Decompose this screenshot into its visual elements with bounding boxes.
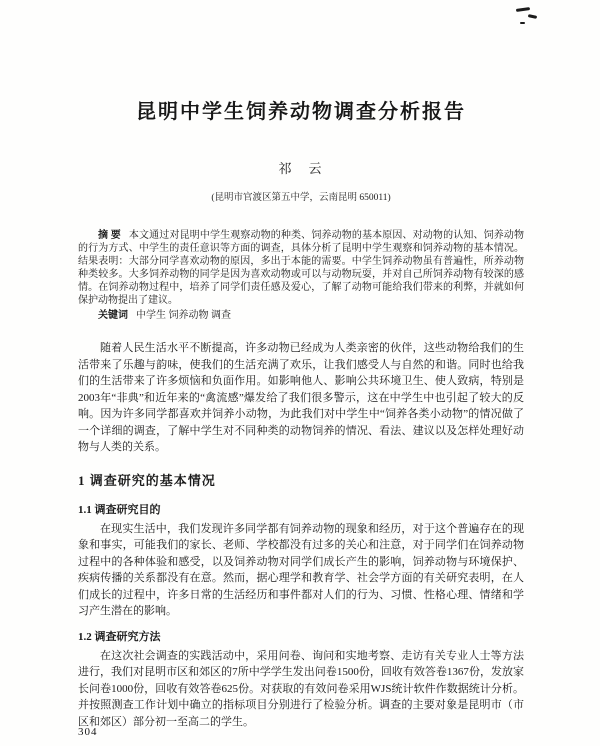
scan-artifact-mark: [520, 22, 525, 24]
abstract-label: 摘 要: [98, 230, 121, 241]
author-name: 祁 云: [278, 161, 324, 176]
keywords-text: 中学生 饲养动物 调查: [136, 310, 231, 321]
scan-artifact-mark: [528, 14, 537, 19]
scan-artifact-mark: [516, 7, 530, 12]
section-1-heading: 1 调查研究的基本情况: [78, 472, 216, 488]
introduction-paragraph: 随着人民生活水平不断提高，许多动物已经成为人类亲密的伙伴，这些动物给我们的生活带来了乐趣与韵味，使我们的生活充满了欢乐，让我们感受人与自然的和谐。同时也给我们的生活带来了许多烦恼和负面作用。如影响他人、影响公共环境卫生、使人致病，特别是2003年“非典”和近年来的“禽流感”爆发给了我们很多警示，这在中学生中也引起了较大的反响。因为许多同学都喜欢并饲养小动物，为此我们对中学生中“饲养各类小动物”的情况做了一个详细的调查，了解中学生对不同种类的动物饲养的情况、看法、建议以及怎样处理好动物与人类的关系。: [78, 342, 524, 453]
page-number: 304: [78, 726, 98, 738]
section-1-1-paragraph: 在现实生活中，我们发现许多同学都有饲养动物的现象和经历，对于这个普遍存在的现象和事实，可能我们的家长、老师、学校都没有过多的关心和注意，对于同学们在饲养动物过程中的各种体验和感受，以及饲养动物对同学们成长产生的影响，饲养动物与环境保护、疾病传播的关系都没有在意。然而，据心理学和教育学、社会学方面的有关研究表明，在人们成长的过程中，许多日常的生活经历和事件都对人们的行为、习惯、性格心理、情绪和学习产生潜在的影响。: [78, 522, 524, 617]
author-affiliation: (昆明市官渡区第五中学，云南昆明 650011): [211, 193, 391, 203]
section-1-1-heading: 1.1 调查研究目的: [78, 503, 161, 516]
abstract-paragraph: [78, 229, 524, 307]
abstract-text: 本文通过对昆明中学生观察动物的种类、饲养动物的基本原因、对动物的认知、饲养动物的行为方式、中学生的责任意识等方面的调查，具体分析了昆明中学生观察和饲养动物的基本情况。结果表明：大部分同学喜欢动物的原因，多出于本能的需要。中学生饲养动物虽有普遍性，所养动物种类较多。大多饲养动物的同学是因为喜欢动物或可以与动物玩耍，并对自己所饲养动物有较深的感情。在饲养动物过程中，培养了同学们责任感及爱心，了解了动物可能给我们带来的利弊，并就如何保护动物提出了建议。: [78, 230, 525, 306]
keywords-label: 关键词: [98, 310, 128, 321]
paper-title: 昆明中学生饲养动物调查分析报告: [136, 101, 466, 123]
keywords-line: [78, 309, 524, 322]
section-1-2-heading: 1.2 调查研究方法: [78, 630, 161, 643]
section-1-2-paragraph: 在这次社会调查的实践活动中，采用问卷、询问和实地考察、走访有关专业人士等方法进行，我们对昆明市区和郊区的7所中学学生发出问卷1500份，回收有效答卷1367份，发放家长问卷1000份，回收有效答卷625份。对获取的有效问卷采用WJS统计软件作数据统计分析。并按照测查工作计划中确立的指标项目分别进行了检验分析。调查的主要对象是昆明市（市区和郊区）部分初一至高二的学生。: [78, 649, 524, 728]
